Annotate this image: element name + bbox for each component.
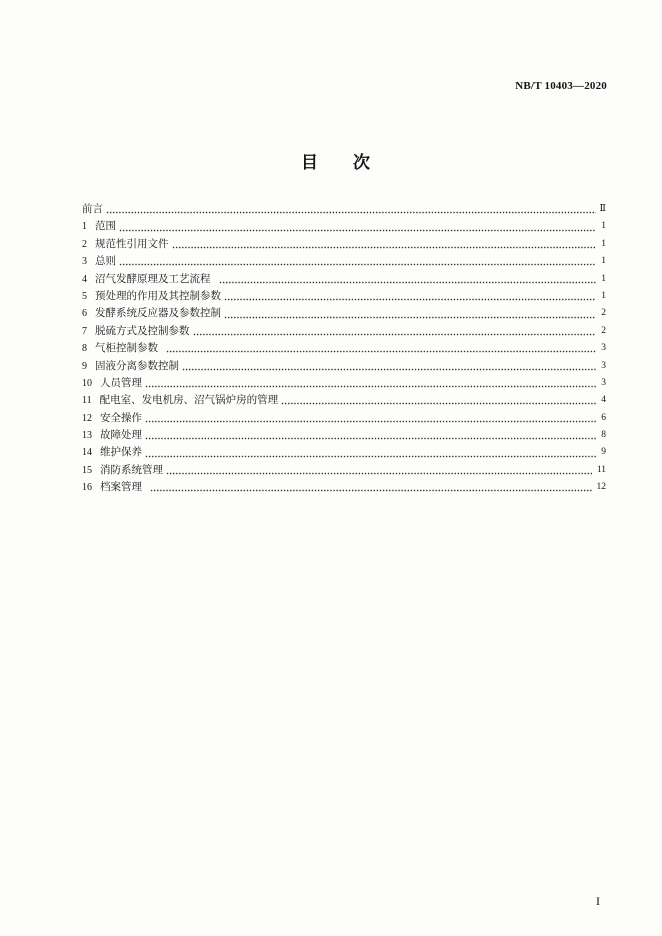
toc-entry-page: 3 [601,377,606,388]
toc-entry-title: 安全操作 [100,411,142,424]
toc-entry-number: 4 [82,273,87,285]
toc-dot-leader [145,437,596,440]
toc-entry [82,462,606,479]
page-title: 目 次 [301,153,379,173]
toc-dot-leader [182,368,596,371]
toc-entry [82,305,606,322]
toc-entry-page: 11 [596,464,606,475]
toc-entry-number: 8 [82,343,87,355]
toc-dot-leader [119,229,596,232]
toc-entry [82,410,606,427]
toc-entry-page: 1 [601,273,606,284]
toc-dot-leader [119,263,596,266]
toc-dot-leader [106,211,596,214]
toc-entry [82,444,606,461]
toc-entry-number: 1 [82,221,87,233]
toc-entry [82,271,606,288]
toc-entry-number: 14 [82,447,92,459]
toc-entry-title: 脱硫方式及控制参数 [95,324,190,337]
toc-dot-leader [172,246,597,249]
toc-entry-number: 2 [82,238,87,250]
toc-entry-title: 前言 [82,203,103,215]
toc-entry-title: 配电室、发电机房、沼气锅炉房的管理 [99,394,279,407]
toc-entry-page: 9 [601,447,606,458]
toc-dot-leader [145,420,596,423]
toc-entry-page: 2 [601,308,606,319]
toc-entry-number: 5 [82,290,87,302]
toc-entry [82,427,606,444]
toc-entry-page: 1 [601,290,606,301]
toc-entry-page: 8 [601,430,606,441]
toc-dot-leader [224,298,596,301]
toc-dot-leader [145,455,596,458]
toc-entry [82,479,606,496]
toc-entry-number: 7 [82,325,87,337]
toc-entry-page: 3 [601,343,606,354]
toc-dot-leader [224,316,596,319]
toc-entry-title: 规范性引用文件 [95,237,169,250]
toc-entry-page: Ⅱ [599,204,606,214]
toc-entry [82,340,606,357]
standard-code: NB/T 10403—2020 [515,80,607,92]
toc-entry-number: 9 [82,360,87,372]
toc-entry-number: 3 [82,256,87,268]
toc-entry-page: 3 [601,360,606,371]
toc-entry-number: 16 [82,482,92,494]
toc-entry-page: 1 [601,256,606,267]
toc-entry-page: 1 [601,221,606,232]
toc-entry [82,358,606,375]
toc-entry-title: 档案管理 [100,481,142,494]
toc-entry-number: 6 [82,308,87,320]
toc-dot-leader [166,350,596,353]
toc-entry-page: 12 [596,482,606,493]
toc-entry [82,253,606,270]
toc-entry-page: 1 [601,238,606,249]
toc-entry [82,218,606,235]
toc-dot-leader [219,281,597,284]
toc-dot-leader [145,385,596,388]
toc-entry-title: 故障处理 [100,429,142,442]
toc-entry-number: 11 [82,395,92,407]
toc-entry-title: 范围 [95,220,116,233]
toc-entry-page: 2 [601,325,606,336]
toc-entry-title: 消防系统管理 [100,463,163,476]
toc-entry-page: 6 [601,412,606,423]
toc-entry-number: 12 [82,412,92,424]
toc-entry-page: 4 [601,395,606,406]
toc-entry-number: 13 [82,430,92,442]
toc-entry [82,323,606,340]
toc-entry [82,375,606,392]
toc-entry-title: 发酵系统反应器及参数控制 [95,307,221,320]
toc-dot-leader [193,333,597,336]
table-of-contents [82,201,606,497]
toc-dot-leader [150,489,593,492]
toc-dot-leader [166,472,593,475]
toc-entry-title: 维护保养 [100,446,142,459]
toc-entry-title: 总则 [95,255,116,268]
toc-entry [82,288,606,305]
toc-entry-number: 10 [82,377,92,389]
toc-entry-title: 人员管理 [100,376,142,389]
toc-entry-title: 固液分离参数控制 [95,359,179,372]
toc-entry [82,236,606,253]
page-number: I [596,894,600,908]
toc-entry [82,392,606,409]
toc-dot-leader [281,402,596,405]
toc-entry-title: 气柜控制参数 [95,342,158,355]
toc-entry-title: 预处理的作用及其控制参数 [95,289,221,302]
toc-entry-title: 沼气发酵原理及工艺流程 [95,272,211,285]
toc-entry-preface [82,201,606,218]
toc-entry-number: 15 [82,464,92,476]
